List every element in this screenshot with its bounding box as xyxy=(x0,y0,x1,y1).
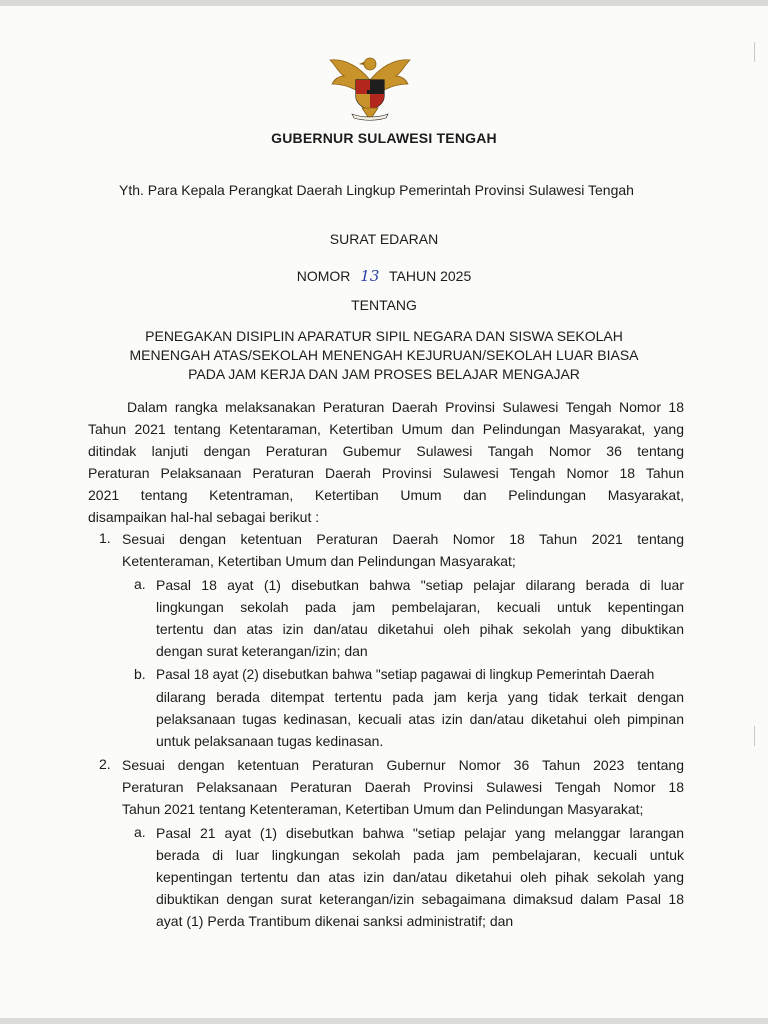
document-number xyxy=(0,267,768,285)
subitem-line: tertentu dan atas izin dan/atau diketahui oleh pihak sekolah yang dibuktikan xyxy=(156,621,684,637)
intro-line: disampaikan hal-hal sebagai berikut : xyxy=(88,509,320,525)
subitem-line: Pasal 21 ayat (1) disebutkan bahwa "setiap pelajar yang melanggar larangan xyxy=(156,825,684,841)
item-line: Sesuai dengan ketentuan Peraturan Daerah Nomor 18 Tahun 2021 tentang xyxy=(122,531,684,547)
governor-title: GUBERNUR SULAWESI TENGAH xyxy=(271,130,497,146)
scan-margin-mark xyxy=(754,42,768,62)
sublist-marker: a. xyxy=(134,824,146,840)
sublist-marker: b. xyxy=(134,666,146,682)
subitem-line: lingkungan sekolah pada jam pembelajaran, kecuali untuk kepentingan xyxy=(156,599,684,615)
subitem-line: ayat (1) Perda Trantibum dikenai sanksi administratif; dan xyxy=(156,913,514,929)
subitem-line: dengan surat keterangan/izin; dan xyxy=(156,643,368,659)
intro-line: Peraturan Pelaksanaan Peraturan Daerah Provinsi Sulawesi Tengah Nomor 18 Tahun xyxy=(88,465,684,481)
subitem-line: untuk pelaksanaan tugas kedinasan. xyxy=(156,733,384,749)
subject-line: PENEGAKAN DISIPLIN APARATUR SIPIL NEGARA DAN SISWA SEKOLAH xyxy=(145,328,623,344)
item-line: Tahun 2021 tentang Ketenteraman, Ketertiban Umum dan Pelindungan Masyarakat; xyxy=(122,801,644,817)
subitem-line: kepentingan tertentu dan atas izin dan/atau diketahui oleh pihak sekolah yang xyxy=(156,869,684,885)
scan-bottom-edge xyxy=(0,1018,768,1024)
subitem-line: berada di luar lingkungan sekolah pada jam pembelajaran, kecuali untuk xyxy=(156,847,684,863)
item-line: Sesuai dengan ketentuan Peraturan Gubernur Nomor 36 Tahun 2023 tentang xyxy=(122,757,684,773)
list-marker: 2. xyxy=(99,756,111,772)
addressee-line: Yth. Para Kepala Perangkat Daerah Lingkup Pemerintah Provinsi Sulawesi Tengah xyxy=(119,182,634,198)
about-heading: TENTANG xyxy=(351,297,417,313)
item-line: Ketenteraman, Ketertiban Umum dan Pelindungan Masyarakat; xyxy=(122,553,516,569)
intro-line: Dalam rangka melaksanakan Peraturan Daerah Provinsi Sulawesi Tengah Nomor 18 xyxy=(127,399,684,415)
subitem-line: dibuktikan dengan surat keterangan/izin sebagaimana dimaksud dalam Pasal 18 xyxy=(156,891,684,907)
handwritten-number: 13 xyxy=(360,267,380,285)
document-page xyxy=(0,6,768,1018)
subitem-line: Pasal 18 ayat (2) disebutkan bahwa "setiap pagawai di lingkup Pemerintah Daerah xyxy=(156,667,655,682)
subitem-line: Pasal 18 ayat (1) disebutkan bahwa "setiap pelajar dilarang berada di luar xyxy=(156,577,684,593)
subitem-line: dilarang berada ditempat tertentu pada jam kerja yang tidak terkait dengan xyxy=(156,689,684,705)
item-line: Peraturan Pelaksanaan Peraturan Daerah Provinsi Sulawesi Tengah Nomor 18 xyxy=(122,779,684,795)
list-marker: 1. xyxy=(99,530,111,546)
number-prefix: NOMOR xyxy=(296,268,351,284)
scan-margin-mark xyxy=(754,726,768,746)
subject-line: MENENGAH ATAS/SEKOLAH MENENGAH KEJURUAN/SEKOLAH LUAR BIASA xyxy=(129,347,639,363)
intro-line: Tahun 2021 tentang Ketentaraman, Ketertiban Umum dan Pelindungan Masyarakat, yang xyxy=(88,421,684,437)
intro-line: 2021 tentang Ketentraman, Ketertiban Umum dan Pelindungan Masyarakat, xyxy=(88,487,684,503)
subject-line: PADA JAM KERJA DAN JAM PROSES BELAJAR MENGAJAR xyxy=(188,366,580,382)
sublist-marker: a. xyxy=(134,576,146,592)
number-year: TAHUN 2025 xyxy=(389,268,472,284)
subitem-line: pelaksanaan tugas kedinasan, kecuali atas izin dan/atau diketahui oleh pimpinan xyxy=(156,711,684,727)
garuda-emblem-icon xyxy=(326,50,414,122)
document-type: SURAT EDARAN xyxy=(329,231,439,247)
intro-line: ditindak lanjuti dengan Peraturan Gubemur Sulawesi Tangah Nomor 36 tentang xyxy=(88,443,684,459)
